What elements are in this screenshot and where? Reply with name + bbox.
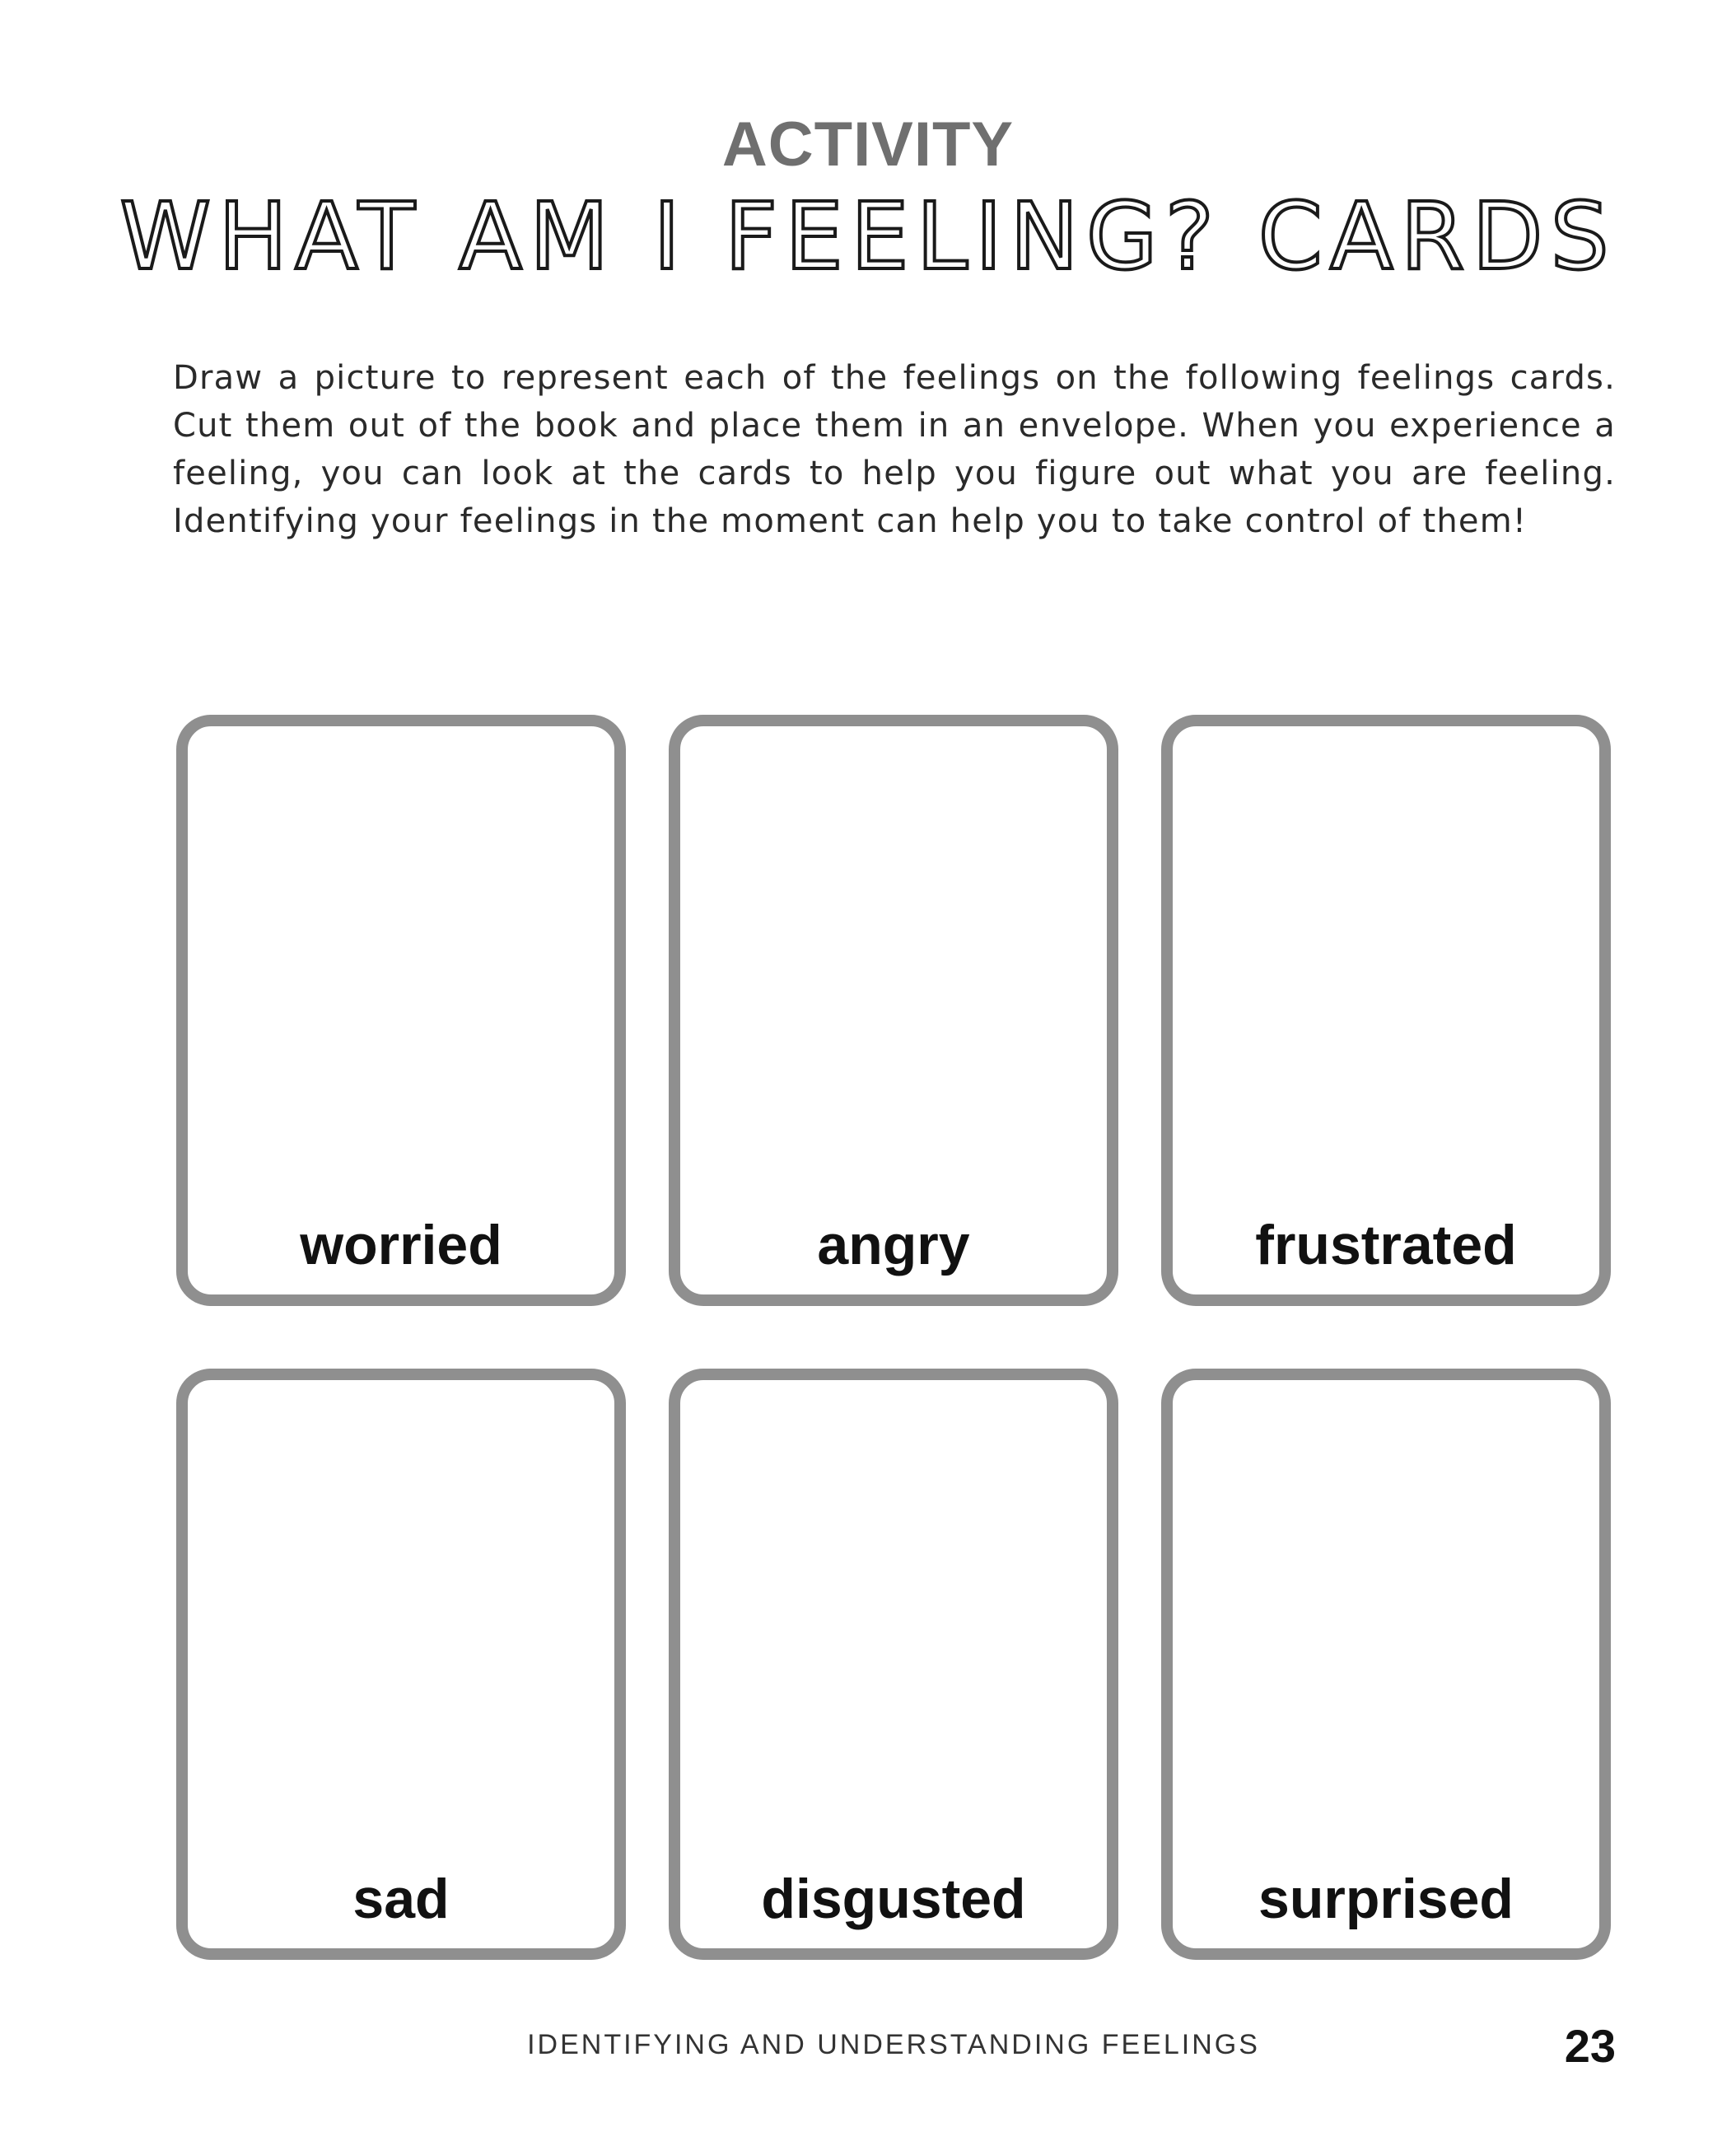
activity-kicker: ACTIVITY: [721, 110, 1015, 180]
card-drawing-area[interactable]: [1173, 1380, 1599, 1868]
feeling-card-worried[interactable]: [176, 715, 626, 1306]
card-label: frustrated: [1255, 1214, 1517, 1277]
card-drawing-area[interactable]: [680, 1380, 1107, 1868]
instructions-paragraph: Draw a picture to represent each of the feelings on the following feelings cards. Cut them out of the book and place them in an envelope. When you experience a feeling, you can look at the cards to help you figure out what you are feeling. Identifying your feelings in the moment can help you to take control of them!: [173, 359, 1616, 540]
card-label: worried: [300, 1214, 502, 1277]
feelings-cards-grid: [176, 715, 1611, 1960]
card-drawing-area[interactable]: [188, 726, 614, 1215]
feeling-card-disgusted[interactable]: [669, 1369, 1118, 1960]
card-label: surprised: [1258, 1868, 1514, 1931]
feeling-card-frustrated[interactable]: [1161, 715, 1611, 1306]
card-label: sad: [352, 1868, 450, 1931]
feeling-card-sad[interactable]: [176, 1369, 626, 1960]
card-label: disgusted: [761, 1868, 1026, 1931]
page-footer: [0, 2019, 1736, 2072]
card-drawing-area[interactable]: [1173, 726, 1599, 1215]
feeling-card-angry[interactable]: [669, 715, 1118, 1306]
card-drawing-area[interactable]: [680, 726, 1107, 1215]
card-label: angry: [817, 1214, 970, 1277]
running-head: IDENTIFYING AND UNDERSTANDING FEELINGS: [527, 2029, 1260, 2060]
page-number: 23: [1564, 2020, 1616, 2072]
page-title: WHAT AM I FEELING? CARDS: [119, 184, 1617, 291]
card-drawing-area[interactable]: [188, 1380, 614, 1868]
feeling-card-surprised[interactable]: [1161, 1369, 1611, 1960]
